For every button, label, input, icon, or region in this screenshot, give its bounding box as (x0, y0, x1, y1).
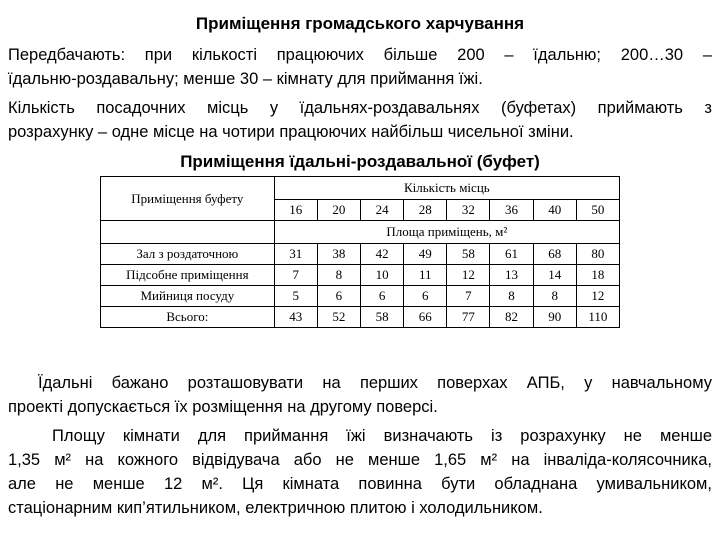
seat-count-cell: 40 (533, 200, 576, 221)
row-label-total: Всього: (101, 307, 275, 328)
table-cell: 5 (274, 286, 317, 307)
table-cell: 6 (317, 286, 360, 307)
table-cell: 13 (490, 265, 533, 286)
table-cell: 10 (361, 265, 404, 286)
table-cell: 77 (447, 307, 490, 328)
row-label: Зал з роздаточною (101, 244, 275, 265)
seat-count-cell: 50 (576, 200, 619, 221)
table-cell: 12 (576, 286, 619, 307)
buffet-area-table (100, 176, 620, 328)
table-row (101, 177, 620, 200)
paragraph-line: проекті допускається їх розміщення на другому поверсі. (8, 398, 438, 416)
paragraph-line: але не менше 12 м². Ця кімната повинна бути обладнана умивальником, (8, 475, 712, 493)
table-cell: 61 (490, 244, 533, 265)
paragraph-line: Передбачають: при кількості працюючих більше 200 – їдальню; 200…30 – (8, 46, 712, 64)
table-cell: 7 (447, 286, 490, 307)
seat-count-cell: 24 (361, 200, 404, 221)
table-cell: 82 (490, 307, 533, 328)
paragraph-line: їдальню-роздавальну; менше 30 – кімнату для приймання їжі. (8, 70, 483, 88)
empty-cell (101, 221, 275, 244)
header-seat-count: Кількість місць (274, 177, 619, 200)
table-row (101, 307, 620, 328)
table-row (101, 244, 620, 265)
seat-count-cell: 32 (447, 200, 490, 221)
seat-count-cell: 20 (317, 200, 360, 221)
table-cell: 110 (576, 307, 619, 328)
table-cell: 90 (533, 307, 576, 328)
paragraph-line: 1,35 м² на кожного відвідувача або не менше 1,65 м² на інваліда-колясочника, (8, 451, 712, 469)
table-cell: 38 (317, 244, 360, 265)
table-cell: 14 (533, 265, 576, 286)
table-row (101, 265, 620, 286)
paragraph-catering-provision (8, 43, 712, 91)
paragraph-seat-count (8, 96, 712, 144)
table-cell: 11 (404, 265, 447, 286)
table-cell: 68 (533, 244, 576, 265)
row-label: Підсобне приміщення (101, 265, 275, 286)
heading-buffet-premises: Приміщення їдальні-роздавальної (буфет) (180, 152, 540, 171)
table-cell: 8 (533, 286, 576, 307)
paragraph-line: Площу кімнати для приймання їжі визначають із розрахунку не менше (52, 427, 712, 445)
heading-catering-premises: Приміщення громадського харчування (195, 14, 525, 33)
seat-count-cell: 16 (274, 200, 317, 221)
table-cell: 42 (361, 244, 404, 265)
table-cell: 43 (274, 307, 317, 328)
table-cell: 12 (447, 265, 490, 286)
table-cell: 66 (404, 307, 447, 328)
paragraph-dining-location (8, 371, 712, 419)
seat-count-cell: 36 (490, 200, 533, 221)
table-cell: 80 (576, 244, 619, 265)
header-premises-label: Приміщення буфету (101, 177, 275, 221)
paragraph-line: Їдальні бажано розташовувати на перших поверхах АПБ, у навчальному (38, 374, 712, 392)
table-cell: 8 (317, 265, 360, 286)
paragraph-line: розрахунку – одне місце на чотири працюючих найбільш чисельної зміни. (8, 123, 574, 141)
table-cell: 6 (361, 286, 404, 307)
paragraph-line: стаціонарним кип’ятильником, електричною плитою і холодильником. (8, 499, 543, 517)
table-cell: 7 (274, 265, 317, 286)
table-row (101, 286, 620, 307)
paragraph-eating-room-area (8, 424, 712, 520)
row-label: Мийниця посуду (101, 286, 275, 307)
table-cell: 52 (317, 307, 360, 328)
table-row (101, 221, 620, 244)
paragraph-line: Кількість посадочних місць у їдальнях-роздавальнях (буфетах) приймають з (8, 99, 712, 117)
table-cell: 58 (361, 307, 404, 328)
table-cell: 31 (274, 244, 317, 265)
table-cell: 49 (404, 244, 447, 265)
table-cell: 6 (404, 286, 447, 307)
table-cell: 8 (490, 286, 533, 307)
table-cell: 58 (447, 244, 490, 265)
table-cell: 18 (576, 265, 619, 286)
seat-count-cell: 28 (404, 200, 447, 221)
header-area: Площа приміщень, м² (274, 221, 619, 244)
